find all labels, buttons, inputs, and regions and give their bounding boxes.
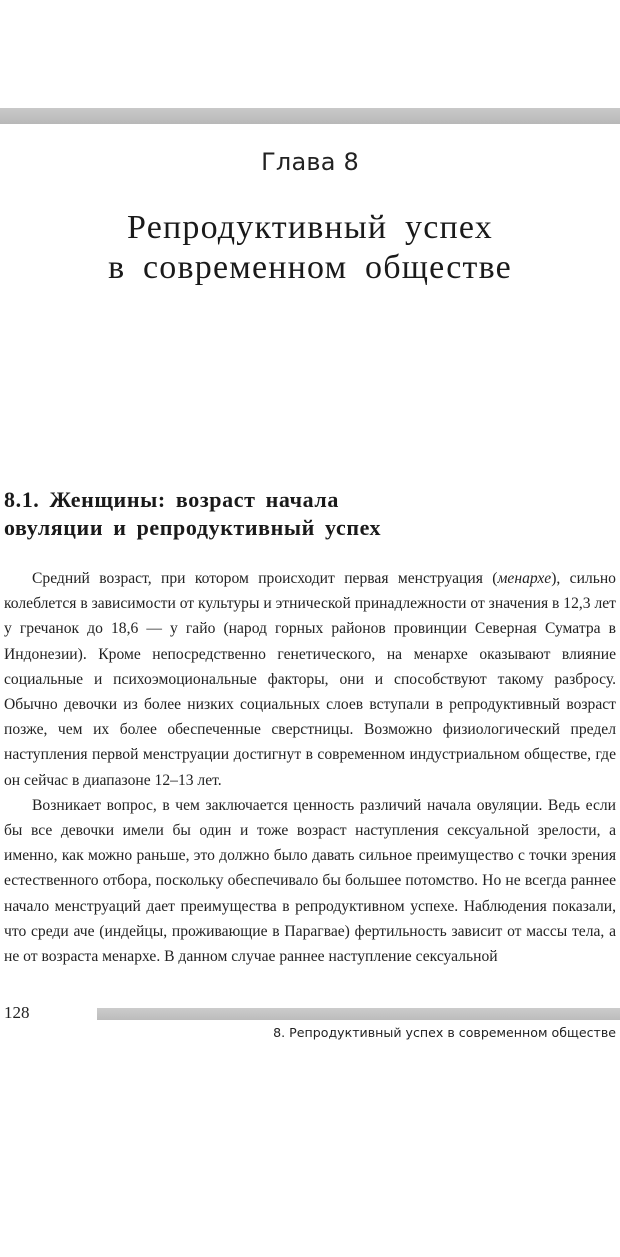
paragraph-1-rest: ), сильно колеблется в зависимости от культуры и этнической принадлежности от значения в 12,3 лет у гречанок до 18,6 — у гайо (народ горных районов провинции Северная Суматра в Индонезии). Кроме непосредственно генетического, на менархе оказывают влияние социальные и психоэмоциональные факторы, они и способствуют такому разбросу. Обычно девочки из более низких социальных слоев вступали в репродуктивный возраст позже, чем их более обеспеченные сверстницы. Возможно физиологический предел наступления первой менструации достигнут в современном индустриальном обществе, где он сейчас в диапазоне 12–13 лет. [4,570,616,789]
section-heading-line-1: 8.1. Женщины: возраст начала [4,487,339,512]
chapter-title-line-2: в современном обществе [108,249,512,286]
page-number: 128 [4,1003,30,1022]
chapter-title-line-1: Репродуктивный успех [127,209,493,246]
section-heading [4,486,604,542]
body-text [4,566,616,969]
running-footer: 8. Репродуктивный успех в современном обществе [273,1025,616,1040]
paragraph-2: Возникает вопрос, в чем заключается ценность различий начала овуляции. Ведь если бы все девочки имели бы один и тоже возраст наступления сексуальной зрелости, а именно, как можно раньше, это должно было давать сильное преимущество с точки зрения естественного отбора, поскольку обеспечивало бы большее потомство. Но не всегда раннее начало менструаций дает преимущества в репродуктивном успехе. Наблюдения показали, что среди аче (индейцы, проживающие в Парагвае) фертильность зависит от массы тела, а не от возраста менархе. В данном случае раннее наступление сексуальной [4,796,616,966]
chapter-title [0,208,620,288]
paragraph-1-start: Средний возраст, при котором происходит первая менструация ( [32,570,498,587]
footer-bar [97,1008,620,1020]
section-heading-line-2: овуляции и репродуктивный успех [4,515,382,540]
paragraph-1 [4,566,616,793]
chapter-label: Глава 8 [261,148,359,176]
term-menarche: менархе [497,570,552,587]
chapter-header-bar [0,108,620,124]
